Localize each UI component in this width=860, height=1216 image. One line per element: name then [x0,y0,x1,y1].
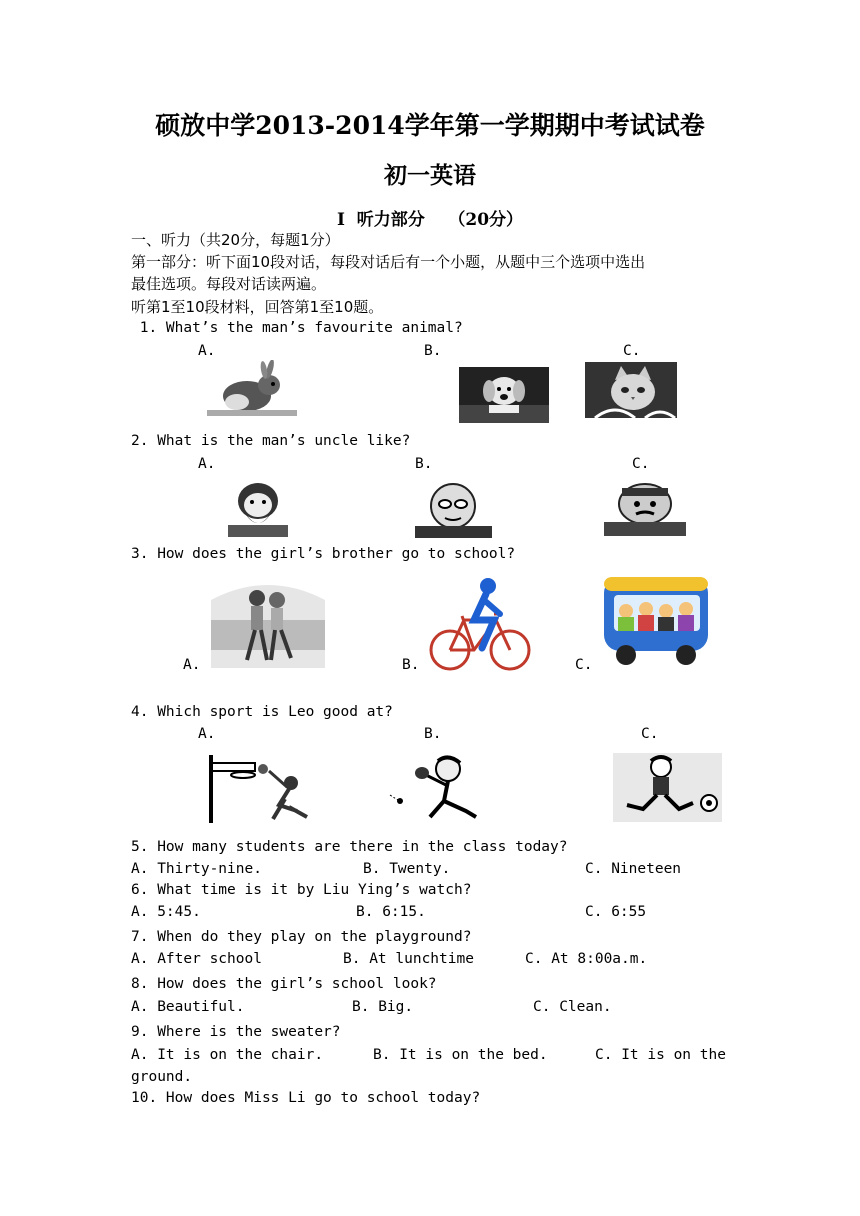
q5-option-a: A. Thirty-nine. [131,861,262,877]
fat-man-picture [600,480,690,536]
cyclist-picture [428,576,532,672]
question-2: 2. What is the man’s uncle like? [131,433,411,449]
q2-option-a: A. [198,456,216,472]
q6-option-b: B. 6:15. [356,904,426,920]
question-4: 4. Which sport is Leo good at? [131,704,393,720]
q9-option-b: B. It is on the bed. [373,1047,548,1063]
basketball-picture [203,753,313,823]
instructions-line-1: 第一部分：听下面10段对话，每段对话后有一个小题，从题中三个选项中选出 [131,253,646,271]
q6-option-c: C. 6:55 [585,904,647,920]
q9-option-a: A. It is on the chair. [131,1047,324,1063]
q1-option-c: C. [623,343,641,359]
q9-option-c-continued: ground. [131,1069,193,1085]
part-heading: 一、听力（共20分，每题1分） [131,231,340,249]
question-5: 5. How many students are there in the class today? [131,839,568,855]
bearded-man-picture [208,479,314,537]
q8-option-c: C. Clean. [533,999,612,1015]
q2-option-b: B. [415,456,433,472]
school-bus-picture [600,571,712,669]
q4-option-c: C. [641,726,659,742]
exam-subtitle: 初一英语 [384,162,476,189]
q1-option-b: B. [424,343,442,359]
exam-title: 硕放中学2013-2014学年第一学期期中考试试卷 [155,111,705,140]
section-heading: I 听力部分 （20分） [336,210,524,230]
q5-option-c: C. Nineteen [585,861,682,877]
q3-option-c: C. [575,657,593,673]
instructions-line-3: 听第1至10段材料，回答第1至10题。 [131,298,384,316]
q8-option-b: B. Big. [352,999,414,1015]
puppy-picture [459,367,549,423]
q6-option-a: A. 5:45. [131,904,201,920]
q4-option-b: B. [424,726,442,742]
question-10: 10. How does Miss Li go to school today? [131,1090,481,1106]
q8-option-a: A. Beautiful. [131,999,245,1015]
q2-option-c: C. [632,456,650,472]
q3-option-a: A. [183,657,201,673]
q3-option-b: B. [402,657,420,673]
question-1: 1. What’s the man’s favourite animal? [131,320,463,336]
q7-option-a: A. After school [131,951,262,967]
question-8: 8. How does the girl’s school look? [131,976,437,992]
q7-option-b: B. At lunchtime [343,951,474,967]
question-6: 6. What time is it by Liu Ying’s watch? [131,882,472,898]
question-7: 7. When do they play on the playground? [131,929,472,945]
bald-man-picture [409,480,498,538]
instructions-line-2: 最佳选项。每段对话读两遍。 [131,275,327,293]
table-tennis-picture [386,755,502,821]
kitten-picture [585,362,677,418]
rabbit-picture [207,360,297,416]
q4-option-a: A. [198,726,216,742]
walking-children-picture [211,570,325,668]
question-9: 9. Where is the sweater? [131,1024,341,1040]
q1-option-a: A. [198,343,216,359]
q9-option-c: C. It is on the [595,1047,726,1063]
q5-option-b: B. Twenty. [363,861,451,877]
q7-option-c: C. At 8:00a.m. [525,951,648,967]
football-picture [613,753,722,822]
question-3: 3. How does the girl’s brother go to school? [131,546,516,562]
